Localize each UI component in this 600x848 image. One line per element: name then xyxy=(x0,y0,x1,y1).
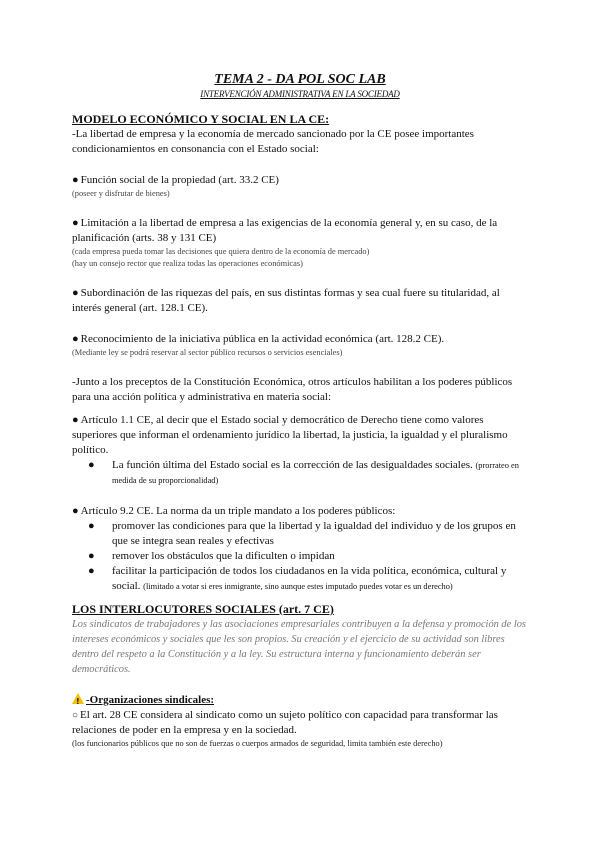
list-item-subordinacion: ● Subordinación de las riquezas del país, en sus distintas formas y sea cual fuere su titularidad, al interés general (art. 128.1 CE). xyxy=(72,287,500,314)
section-intro-2: -Junto a los preceptos de la Constitución Económica, otros artículos habilitan a los poderes públicos para una acción política y administrativa en materia social: xyxy=(72,376,513,403)
list-item-art-28: ○ El art. 28 CE considera al sindicato como un sujeto político con capacidad para transformar las relaciones de poder en la empresa y en la sociedad. xyxy=(72,709,498,736)
article-quote: Los sindicatos de trabajadores y las asociaciones empresariales contribuyen a la defensa y promoción de los intereses económicos y sociales que les son propios. Su creación y el ejercicio de su actividad son libres dentro del respeto a la Constitución y a la ley. Su estructura interna y funcionamiento deberán ser democráticos. xyxy=(72,619,526,675)
section-heading-interlocutores: LOS INTERLOCUTORES SOCIALES (art. 7 CE) xyxy=(72,602,334,616)
bullet-icon: ● xyxy=(72,333,79,345)
note: (limitado a votar si eres inmigrante, sino aunque estes imputado puedes votar es un derecho) xyxy=(143,582,453,591)
circle-bullet-icon: ○ xyxy=(72,710,79,721)
list-item: ● remover los obstáculos que la dificulten o impidan xyxy=(88,550,335,562)
note: (prorrateo en medida de su proporcionalidad) xyxy=(112,461,519,485)
sub-list-art-1-1 xyxy=(72,458,526,488)
document-title: TEMA 2 - DA POL SOC LAB xyxy=(214,72,386,87)
bullet-icon: ● xyxy=(72,217,79,229)
section-heading-modelo: MODELO ECONÓMICO Y SOCIAL EN LA CE: xyxy=(72,112,330,126)
warning-icon xyxy=(72,693,84,704)
bullet-icon: ● xyxy=(72,174,79,186)
list-item: ● promover las condiciones para que la libertad y la igualdad del individuo y de los grupos en que se integra sean reales y efectivas xyxy=(88,520,516,547)
bullet-icon: ● xyxy=(72,414,79,426)
bullet-icon: ● xyxy=(88,550,95,562)
list-item-art-1-1: ● Artículo 1.1 CE, al decir que el Estado social y democrático de Derecho tiene como valores superiores que informan el ordenamiento jurídico la libertad, la justicia, la igualdad y el pluralismo político. xyxy=(72,414,508,456)
bullet-icon: ● xyxy=(72,287,79,299)
section-intro: -La libertad de empresa y la economía de mercado sancionado por la CE posee importantes condicionamientos en consonancia con el Estado social: xyxy=(72,128,474,155)
list-item-iniciativa-publica: ● Reconocimiento de la iniciativa pública en la actividad económica (art. 128.2 CE). xyxy=(72,333,445,345)
list-item-funcion-social: ● Función social de la propiedad (art. 33.2 CE) xyxy=(72,174,279,186)
bullet-icon: ● xyxy=(88,459,95,471)
bullet-icon: ● xyxy=(88,520,95,532)
sub-heading-organizaciones: !-Organizaciones sindicales: xyxy=(72,693,526,708)
list-item-art-9-2: ● Artículo 9.2 CE. La norma da un triple mandato a los poderes públicos: xyxy=(72,505,396,517)
list-item-limitacion: ● Limitación a la libertad de empresa a las exigencias de la economía general y, en su caso, de la planificación (arts. 38 y 131 CE) xyxy=(72,217,498,244)
sub-list-art-9-2 xyxy=(72,519,526,594)
document-subtitle: INTERVENCIÓN ADMINISTRATIVA EN LA SOCIEDAD xyxy=(200,89,400,99)
note: (poseer y disfrutar de bienes) xyxy=(72,189,170,198)
bullet-icon: ● xyxy=(88,565,95,577)
bullet-icon: ● xyxy=(72,505,79,517)
document-body xyxy=(72,112,526,750)
note: (hay un consejo rector que realiza todas las operaciones económicas) xyxy=(72,259,303,268)
note: (cada empresa pueda tomar las decisiones que quiera dentro de la economía de mercado) xyxy=(72,247,370,256)
note: (los funcionarios públicos que no son de fuerzas o cuerpos armados de seguridad, limita también este derecho) xyxy=(72,739,443,748)
note: (Mediante ley se podrá reservar al sector público recursos o servicios esenciales) xyxy=(72,348,343,357)
list-item: ● facilitar la participación de todos los ciudadanos en la vida política, económica, cultural y social. (limitado a votar si eres inmigrante, sino aunque estes imputado puedes votar es un derecho) xyxy=(88,565,507,592)
list-item: ● La función última del Estado social es la corrección de las desigualdades sociales. (prorrateo en medida de su proporcionalidad) xyxy=(88,459,519,485)
